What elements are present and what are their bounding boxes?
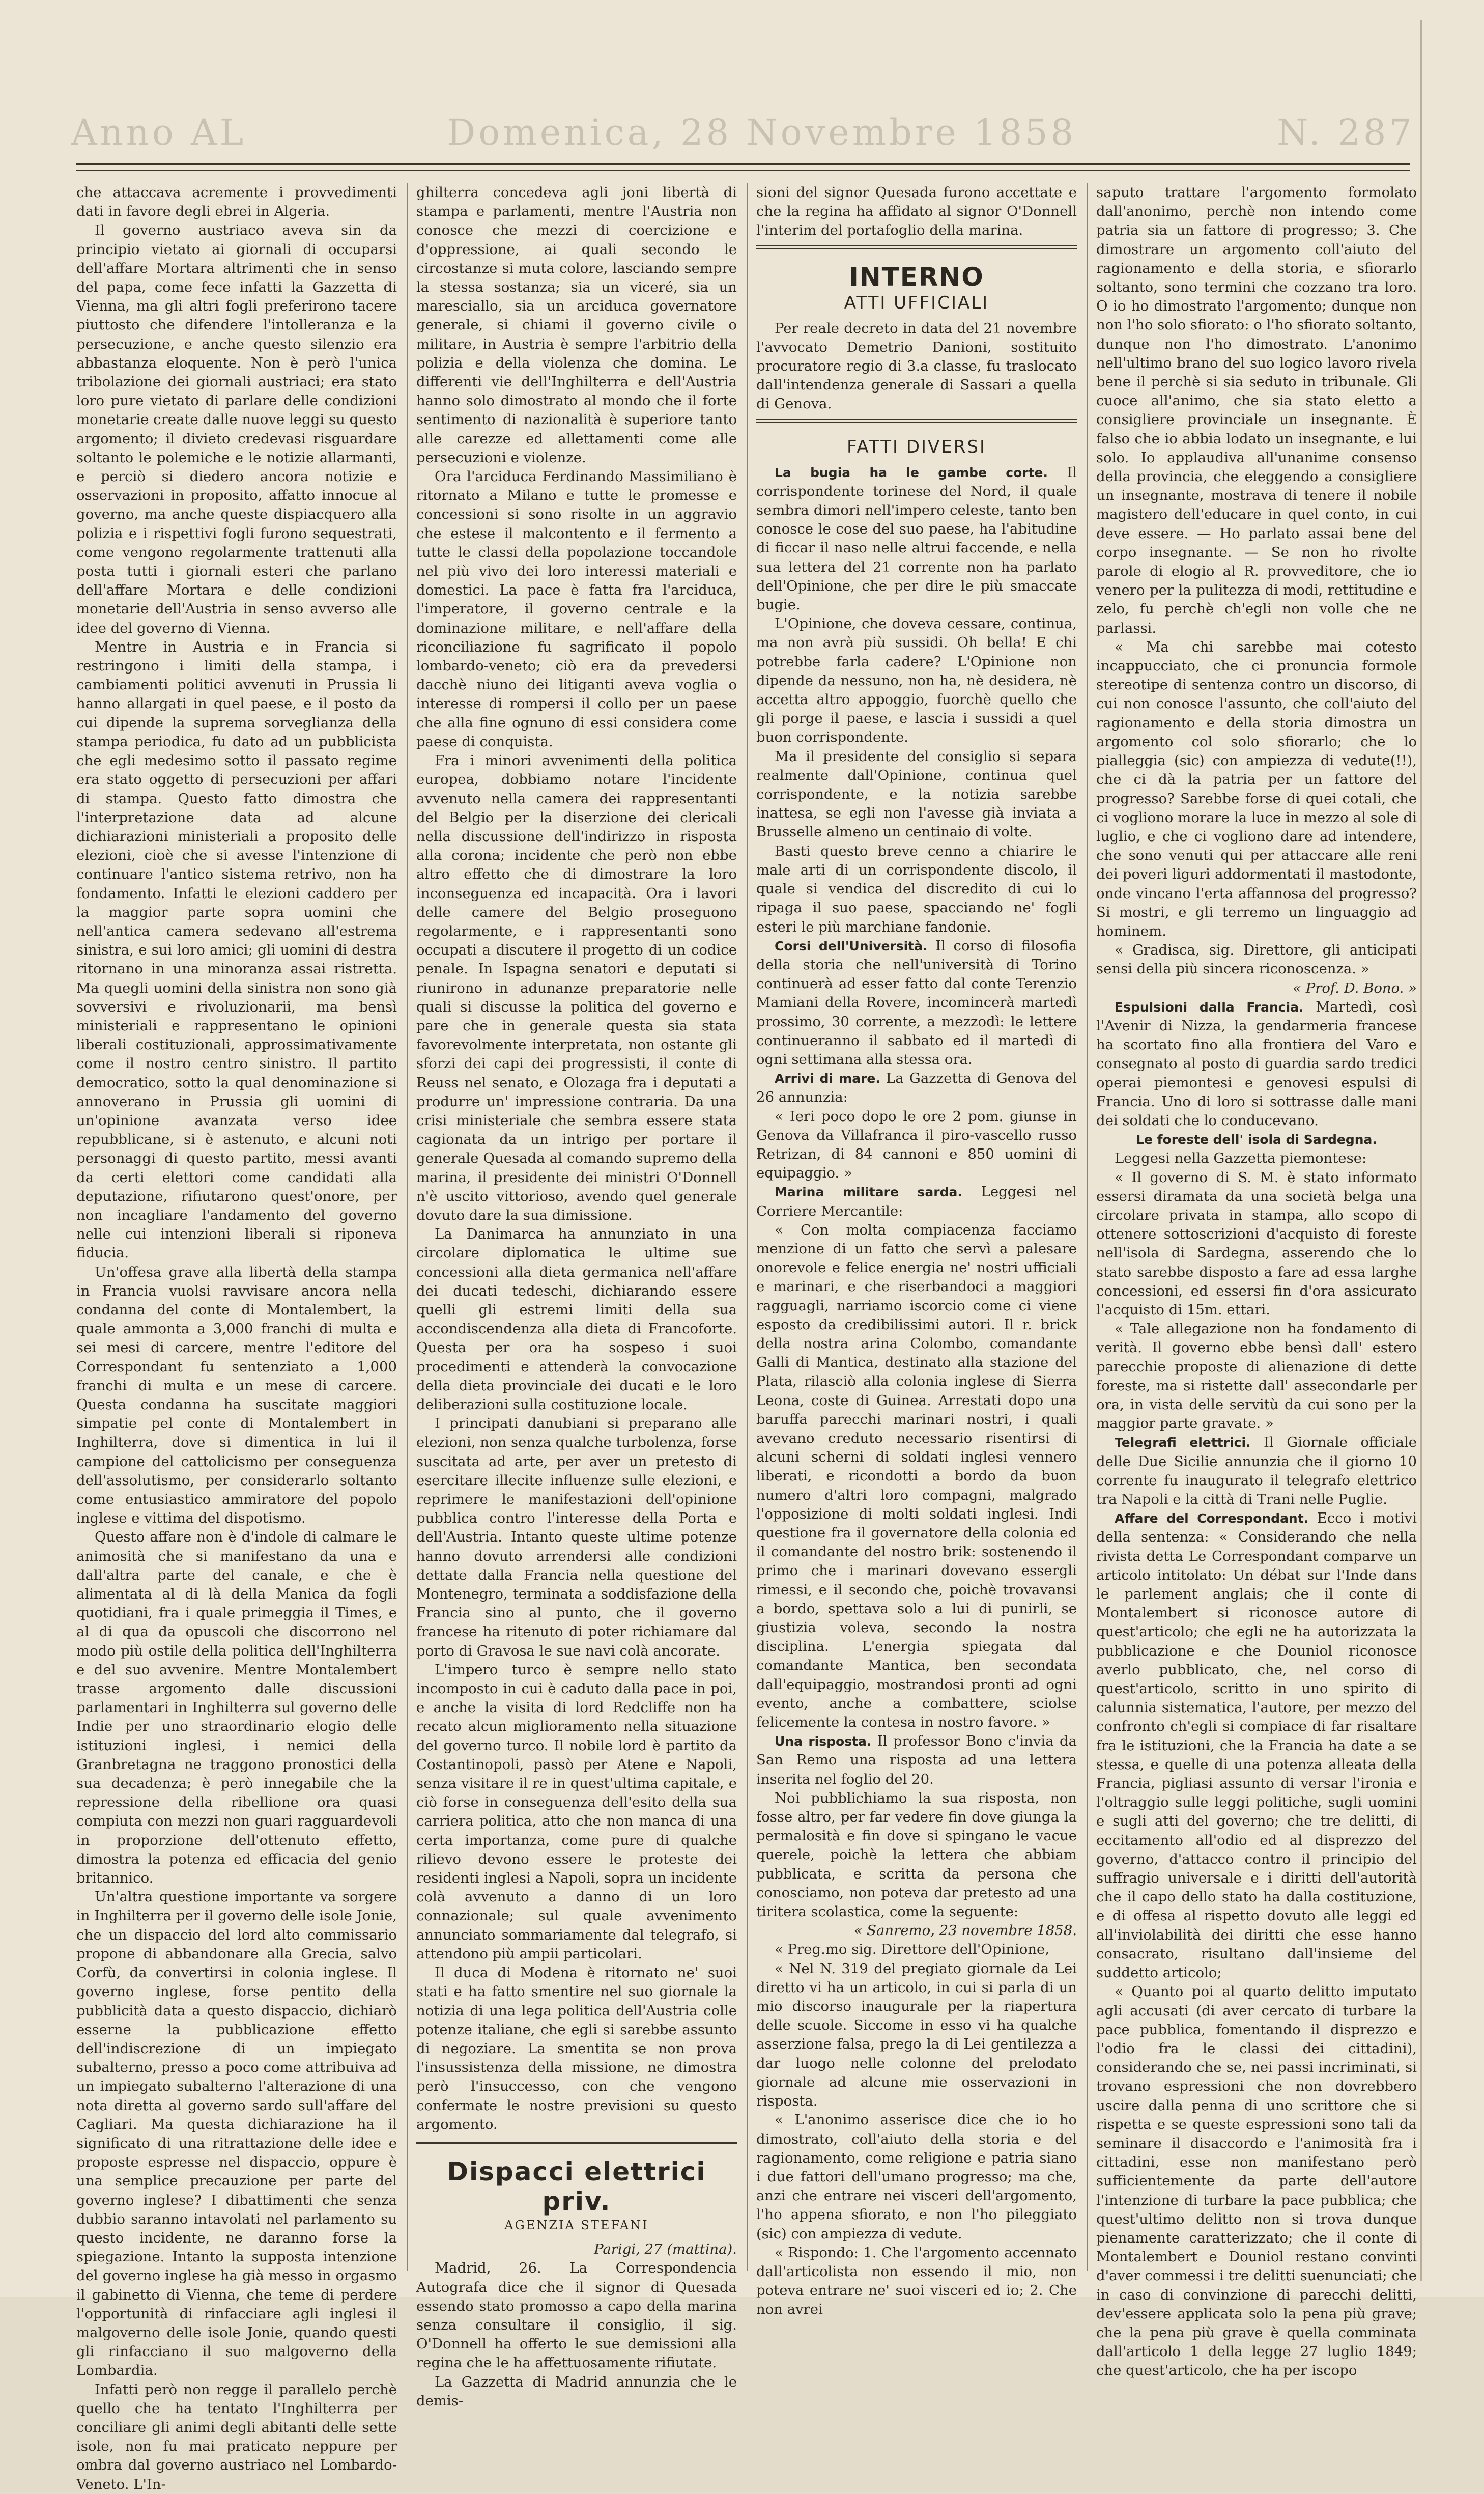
paragraph: che attaccava acremente i provvedimenti dati in favore degli ebrei in Algeria.: [76, 184, 397, 220]
paragraph: Madrid, 26. La Correspondencia Autografa dice che il signor di Quesada essendo stato promosso a capo della marina senza consultare il consiglio, il sig. O'Donnell ha offerto le sue demissioni alla regina che le ha affettuosamente rifiutate.: [416, 2260, 737, 2371]
item-text: Il corso di filosofia della storia che nell'università di Torino continuerà ad esser fatto dal conte Terenzio Mamiani della Rovere, incomincerà martedì prossimo, 30 corrente, a mezzodì: le lettere continueranno il sabbato ed il martedì di ogni settimana alla stessa ora.: [756, 937, 1077, 1068]
column-separator: [407, 183, 408, 2271]
item-heading: Le foreste dell' isola di Sardegna.: [1136, 1132, 1377, 1147]
section-heading-interno: [756, 262, 1077, 314]
dispatch-agency: AGENZIA STEFANI: [504, 2218, 649, 2232]
column-2: [416, 183, 737, 2409]
paragraph: sioni del signor Quesada furono accettate e che la regina ha affidato al signor O'Donnell l'interim del portafoglio della marina.: [756, 184, 1077, 239]
column-3: [756, 183, 1077, 2318]
paragraph: La Gazzetta di Madrid annunzia che le demis-: [416, 2373, 737, 2409]
paragraph: Mentre in Austria e in Francia si restringono i limiti della stampa, i cambiamenti politici avvenuti in Prussia li hanno allargati in quel paese, e il posto da cui dipende la suprema sorveglianza della stampa periodica, fu dato ad un pubblicista che egli medesimo sotto il passato regime era stato oggetto di persecuzioni per affari di stampa. Questo fatto dimostra che l'interpretazione data ad alcune dichiarazioni ministeriali a proposito delle elezioni, cioè che si avesse l'intenzione di continuare l'antico sistema retrivo, non ha fondamento. Infatti le elezioni caddero per la maggior parte sopra uomini che nell'antica camera sedevano all'estrema sinistra, e sui loro amici; gli uomini di destra ritornano in una minoranza assai ristretta. Ma quegli uomini della sinistra non sono già sovversivi e rivoluzionarii, ma bensì ministeriali e rappresentano le opinioni liberali costituzionali, approssimativamente come il nostro centro sinistro. Il partito democratico, sotto la qual denominazione si annoverano in Prussia gli uomini di un'opinione avanzata verso idee repubblicane, si è astenuto, e alcuni noti personaggi di questo partito, messi avanti da certi elettori come candidati alla deputazione, rifiutarono quest'onore, per non incagliare l'andamento del governo nelle cui intenzioni liberali si riponeva fiducia.: [76, 638, 397, 1262]
paragraph: Fra i minori avvenimenti della politica europea, dobbiamo notare l'incidente avvenuto nella camera dei rappresentanti del Belgio per la diserzione dei clericali nella discussione dell'indirizzo in risposta alla corona; incidente che però non ebbe altro effetto che di dimostrare la loro inconseguenza ed incapacità. Ora i lavori delle camere del Belgio proseguono regolarmente, e i rappresentanti sono occupati a discutere il progetto di un codice penale. In Ispagna senatori e deputati si riunirono in adunanze preparatorie nelle quali si discusse la politica del governo e pare che in generale questa sia stata favorevolmente interpretata, non ostante gli sforzi dei capi dei progressisti, il conte di Reuss nel senato, e Olozaga fra i deputati a produrre un' impressione contraria. Da una crisi ministeriale che sembra essere stata cagionata da un intrigo per portare il generale Quesada al comando supremo della marina, il presidente dei ministri O'Donnell n'è uscito vittorioso, avendo quel generale dovuto dare la sua dimissione.: [416, 752, 737, 1223]
item-heading: Una risposta.: [775, 1734, 872, 1749]
page-edge-rule: [1420, 20, 1422, 2281]
paragraph: « Nel N. 319 del pregiato giornale da Lei diretto vi ha un articolo, in cui si parla di un mio discorso inaugurale per la riapertura delle scuole. Siccome in esso vi ha qualche asserzione falsa, prego la di Lei gentilezza a dar luogo nelle colonne del prelodato giornale ad alcune mie osservazioni in risposta.: [756, 1960, 1077, 2110]
paragraph: Ora l'arciduca Ferdinando Massimiliano è ritornato a Milano e tutte le promesse e concessioni si sono risolte in un aggravio che estese il malcontento e il fermento a tutte le classi della popolazione toccandole nel più vivo dei loro interessi materiali e domestici. La pace è fatta fra l'arciduca, l'imperatore, il governo centrale e la dominazione militare, e nell'affare della riconciliazione fu sagrificato il popolo lombardo-veneto; ciò era da prevedersi dacchè niuno dei litiganti aveva voglia o interesse di rompersi il collo per un paese che alla fine ognuno di essi considera come paese di conquista.: [416, 468, 737, 750]
paragraph: « Rispondo: 1. Che l'argomento accennato dall'articolista non essendo il mio, non poteva entrare ne' suoi visceri ed io; 2. Che non avrei: [756, 2244, 1077, 2318]
column-separator: [1087, 183, 1088, 2271]
item-text: Leggesi nel Corriere Mercantile:: [756, 1184, 1077, 1219]
paragraph: « Quanto poi al quarto delitto imputato agli accusati (di aver cercato di turbare la pace pubblica, fomentando il disprezzo e l'odio fra le classi dei cittadini), considerando che se, nei passi incriminati, si trovano espressioni che non dovrebbero uscire dalla penna di uno scrittore che si rispetta e se queste espressioni sono tali da seminare il disaccordo e l'animosità fra i cittadini, esse non manifestano però sufficientemente da parte dell'autore l'intenzione di turbare la pace pubblica; che quest'ultimo delitto non si trova dunque pienamente caratterizzato; che il conte di Montalembert e Douniol restano convinti d'aver commessi i tre delitti suenunciati; che in caso di convinzione di parecchi delitti, dev'essere applicata solo la pena più grave; che la pena più grave è quella comminata dall'articolo 1 della legge 27 luglio 1849; che quest'articolo, che ha per iscopo: [1096, 1983, 1417, 2379]
paragraph: Leggesi nella Gazzetta piemontese:: [1115, 1150, 1367, 1167]
paragraph: La Danimarca ha annunziato in una circolare diplomatica le ultime sue concessioni alla dieta germanica nell'affare dei ducati tedeschi, dichiarando essere quelli gli estremi limiti della sua accondiscendenza alla dieta di Francoforte. Questa per ora ha sospeso i suoi procedimenti e attenderà la convocazione della dieta provinciale dei ducati e le loro deliberazioni sulla costituzione locale.: [416, 1226, 737, 1413]
paragraph: Un'altra questione importante va sorgere in Inghilterra per il governo delle isole Jonie, che un dispaccio del lord alto commissario propone di abbandonare alla Grecia, salvo Corfù, da convertirsi in colonia inglese. Il governo inglese, forse pentito della pubblicità data a questo dispaccio, dichiarò esserne la pubblicazione effetto dell'indiscrezione di un impiegato subalterno, presso a poco come attribuiva ad un impiegato subalterno l'alterazione di una nota diretta al governo sardo sull'affare del Cagliari. Ma questa dichiarazione ha il significato di una ritrattazione delle idee e proposte espresse nel dispaccio, oppure è una semplice precauzione per parte del governo inglese? I dibattimenti che senza dubbio saranno intavolati nel parlamento su questo incidente, ne daranno forse la spiegazione. Intanto la supposta intenzione del governo inglese ha già messo in orgasmo il gabinetto di Vienna, che teme di perdere l'opportunità di rinfacciare agli inglesi il malgoverno delle isole Jonie, quando questi gli rinfacciano il suo malgoverno della Lombardia.: [76, 1889, 397, 2379]
paragraph: ghilterra concedeva agli joni libertà di stampa e parlamenti, mentre l'Austria non conosce che mezzi di coercizione e d'oppressione, ai quali secondo le circostanze si muta colore, lasciando sempre la stessa sostanza; sia un viceré, sia un maresciallo, sia un arciduca governatore generale, si chiami il governo civile o militare, in Austria è sempre l'arbitrio della polizia e della violenza che domina. Le differenti vie dell'Inghilterra e dell'Austria hanno solo dimostrato al mondo che il forte sentimento di nazionalità è superiore tanto alle carezze ed allettamenti come alle persecuzioni e violenze.: [416, 184, 737, 466]
item-heading: La bugia ha le gambe corte.: [775, 465, 1048, 480]
header-rule: [76, 163, 1410, 171]
item-text: Il corrispondente torinese del Nord, il quale sembra dimori nell'impero celeste, tanto ben conosce le cose del suo paese, ha l'abitudine di ficcar il naso nelle altrui faccende, e nella sua lettera del 21 corrente non ha parlato dell'Opinione, che per dire le più smaccate bugie.: [756, 464, 1077, 613]
column-4: [1096, 183, 1417, 2379]
section-title: INTERNO: [849, 262, 984, 292]
dateline: « Sanremo, 23 novembre 1858.: [853, 1922, 1077, 1939]
signature: « Prof. D. Bono. »: [1293, 979, 1417, 996]
item-text: Il professor Bono c'invia da San Remo una risposta ad una lettera inserita nel foglio del 20.: [756, 1733, 1077, 1787]
paragraph: « Gradisca, sig. Direttore, gli anticipati sensi della più sincera riconoscenza. »: [1096, 942, 1417, 977]
item-text: Il Giornale officiale delle Due Sicilie annunzia che il giorno 10 corrente fu inaugurato il telegrafo elettrico tra Napoli e la città di Trani nelle Puglie.: [1096, 1434, 1417, 1508]
item-heading: Affare del Correspondant.: [1115, 1511, 1309, 1526]
paragraph: « Preg.mo sig. Direttore dell'Opinione,: [775, 1941, 1050, 1958]
paragraph: Il duca di Modena è ritornato ne' suoi stati e ha fatto smentire nel suo giornale la notizia di una lega politica dell'Austria colle potenze italiane, che egli si sarebbe assunto di negoziare. La smentita se non prova l'insussistenza della missione, ne dimostra però l'insuccesso, con che vengono confermate le nostre previsioni su questo argomento.: [416, 1965, 737, 2133]
paragraph: Noi pubblichiamo la sua risposta, non fosse altro, per far vedere fin dove giunga la permalosità e fin dove si spingano le vacue querele, poichè la lettera che abbiam pubblicata, e scritta da persona che conosciamo, non poteva dar pretesto ad una tiritera scolastica, come la seguente:: [756, 1789, 1077, 1920]
paragraph: « Ieri poco dopo le ore 2 pom. giunse in Genova da Villafranca il piro-vascello russo Retrizan, di 84 cannoni e 850 uomini di equipaggio. »: [756, 1108, 1077, 1182]
paragraph: Un'offesa grave alla libertà della stampa in Francia vuolsi ravvisare ancora nella condanna del conte di Montalembert, la quale ammonta a 3,000 franchi di multa e sei mesi di carcere, mentre l'editore del Correspondant fu sentenziato a 1,000 franchi di multa e un mese di carcere. Questa condanna ha suscitate maggiori simpatie pel conte di Montalembert in Inghilterra, dove si dimentica in lui il campione del cattolicismo per conseguenza dell'assolutismo, per considerarlo soltanto come entusiastico ammiratore del popolo inglese e vittima del dispotismo.: [76, 1264, 397, 1527]
masthead: [71, 109, 1415, 155]
item-heading: Telegrafi elettrici.: [1115, 1435, 1251, 1450]
paragraph: Ma il presidente del consiglio si separa realmente dall'Opinione, continua quel corrispondente, e la notizia sarebbe inattesa, se egli non l'avesse già inviata a Brusselle almeno un centinaio di volte.: [756, 748, 1077, 840]
paragraph: saputo trattare l'argomento formolato dall'anonimo, perchè non intendo come patria sia un fattore di progresso; 3. Che dimostrare un argomento coll'aiuto del ragionamento e della storia, e sfiorarlo soltanto, sono termini che cozzano tra loro. O io ho dimostrato l'argomento; dunque non non l'ho solo sfiorato: o l'ho sfiorato soltanto, dunque non l'ho dimostrato. L'anonimo nell'ultimo brano del suo logico lavoro rivela bene il perchè si sia seduto in tribunale. Gli cuoce all'animo, che sia stato eletto a consigliere provinciale un insegnante. È falso che io abbia lodato un insegnante, e lui solo. Io applaudiva all'unanime consenso della provincia, che eleggendo a consigliere un insegnante, mostrava di tenere il nobile magistero dell'educare in quel conto, in cui deve essere. — Ho parlato assai bene del corpo insegnante. — Se non ho rivolte parole di elogio al R. provveditore, che io venero per la pulitezza di modi, rettitudine e zelo, fu perchè ch'egli non volle che ne parlassi.: [1096, 184, 1417, 636]
paragraph: L'impero turco è sempre nello stato incomposto in cui è caduto dalla pace in poi, e anche la visita di lord Redcliffe non ha recato alcun miglioramento nella situazione del governo turco. Il nobile lord è partito da Costantinopoli, passò per Atene e Napoli, senza visitare il re in quest'ultima capitale, e ciò forse in conseguenza dell'esito della sua carriera politica, atto che non manca di una certa importanza, come pure di qualche rilievo devono essere le proteste dei residenti inglesi a Napoli, sopra un incidente colà avvenuto a danno di un loro connazionale; sul quale avvenimento annunciato sommariamente dal telegrafo, si attendono più ampii particolari.: [416, 1661, 737, 1962]
section-title: FATTI DIVERSI: [846, 436, 986, 457]
section-rule: [756, 419, 1077, 423]
dateline: Parigi, 27 (mattina).: [594, 2241, 737, 2258]
paragraph: Basti questo breve cenno a chiarire le male arti di un corrispondente discolo, il quale si vendica del discredito di cui lo ripaga il suo paese, spacciando ne' fogli esteri le più marchiane fandonie.: [756, 843, 1077, 935]
masthead-year: Anno AL: [71, 111, 247, 153]
paragraph: Infatti però non regge il parallelo perchè quello che ha tentato l'Inghilterra per conciliare gli animi degli abitanti delle sette isole, non fu mai praticato neppure per ombra dal governo austriaco nel Lombardo-Veneto. L'In-: [76, 2381, 397, 2492]
masthead-date: Domenica, 28 Novembre 1858: [447, 111, 1077, 153]
item-heading: Marina militare sarda.: [775, 1185, 962, 1200]
dispatch-heading: [416, 2157, 737, 2235]
section-rule: [416, 2142, 737, 2144]
item-heading: Arrivi di mare.: [775, 1071, 880, 1086]
column-separator: [747, 183, 748, 2271]
paragraph: « Il governo di S. M. è stato informato essersi diramata da una società belga una circolare privata in stampa, allo scopo di ottenere sottoscrizioni d'acquisto di foreste nell'isola di Sardegna, asserendo che lo stato sarebbe disposto a fare ad essa larghe concessioni, ed essersi fin d'ora assicurato l'acquisto di 15m. ettari.: [1096, 1169, 1417, 1318]
column-1: [76, 183, 397, 2492]
section-rule: [756, 245, 1077, 249]
paragraph: « Tale allegazione non ha fondamento di verità. Il governo ebbe bensì dall' estero parecchie proposte di alienazione di dette foreste, ma si ristette dall' assecondarle per ora, in vista delle servitù da cui sono per la maggior parte gravate. »: [1096, 1321, 1417, 1432]
paragraph: Il governo austriaco aveva sin da principio vietato ai giornali di occuparsi dell'affare Mortara altrimenti che in senso del papa, come fece infatti la Gazzetta di Vienna, ma gli altri fogli preferirono tacere piuttosto che difendere l'intolleranza e la persecuzione, e anche questo silenzio era abbastanza eloquente. Non è però l'unica tribolazione dei giornali austriaci; era stato loro pure vietato di parlare delle condizioni monetarie create dalle nuove leggi su questo argomento; il divieto credevasi risguardare soltanto le polemiche e le notizie allarmanti, e perciò si diedero ancora notizie e osservazioni in proposito, affatto innocue al governo, ma anche queste dispiacquero alla polizia e i rispettivi fogli furono sequestrati, come vengono regolarmente trattenuti alla posta tutti i giornali esteri che parlano dell'affare Mortara e delle condizioni monetarie dell'Austria in senso avverso alle idee del governo di Vienna.: [76, 222, 397, 636]
item-text: Martedì, così l'Avenir di Nizza, la gendarmeria francese ha scortato fino alla frontiera del Varo e consegnato al posto di guardia sardo tredici operai piemontesi e genovesi espulsi di Francia. Uno di loro si sottrasse dalle mani dei soldati che lo conducevano.: [1096, 998, 1417, 1129]
paragraph: « L'anonimo asserisce dice che io ho dimostrato, coll'aiuto della storia e del ragionamento, come religione e patria siano i due fattori dell'umano progresso; ma che, anzi che entrare nei visceri dell'argomento, l'ho appena sfiorato, e non l'ho pileggiato (sic) con ampiezza di vedute.: [756, 2112, 1077, 2242]
paragraph: « Con molta compiacenza facciamo menzione di un fatto che servì a palesare onorevole e felice energia ne' nostri ufficiali e marinari, e che riserbandoci a maggiori ragguagli, narriamo iscorcio come ci viene esposto da credibilissimi autori. Il r. brick della nostra arina Colombo, comandante Galli di Mantica, destinato alla stazione del Plata, rilasciò alla colonia inglese di Sierra Leona, coste di Guinea. Arrestati dopo una baruffa parecchi marinari nostri, i quali avevano creduto necessario risentirsi di alcuni scherni di soldati inglesi vennero liberati, e ricondotti a bordo da buon numero d'altri loro compagni, malgrado l'opposizione di molti soldati inglesi. Indi questione fra il governatore della colonia ed il comandante del nostro brik: sostenendo il primo che i marinari dovevano essergli rimessi, e il secondo che, poichè trovavansi a bordo, spettava solo a lui di punirli, se giustizia voleva, secondo la nostra disciplina. L'energia spiegata dal comandante Mantica, ben secondata dall'equipaggio, mostrandosi pronti ad ogni evento, anche a combattere, sciolse felicemente la contesa in nostro favore. »: [756, 1221, 1077, 1731]
item-heading: Espulsioni dalla Francia.: [1115, 999, 1304, 1015]
paragraph: Questo affare non è d'indole di calmare le animosità che si manifestano da una e dall'altra parte del canale, e che è alimentata al di là della Manica da fogli quotidiani, fra i quale primeggia il Times, e al di qua da opuscoli che discorrono nel modo più ostile della politica dell'Inghilterra e del suo avvenire. Mentre Montalembert trasse argomento dalle discussioni parlamentari in Inghilterra sul governo delle Indie per uno straordinario elogio delle istituzioni inglesi, i nemici della Granbretagna ne traggono pronostici della sua decadenza; è però innegabile che la repressione della ribellione ora quasi compiuta con mezzi non guari ragguardevoli in proporzione dell'ottenuto effetto, dimostra la potenza ed efficacia del genio britannico.: [76, 1529, 397, 1887]
section-heading-fatti: [756, 436, 1077, 458]
paragraph: « Ma chi sarebbe mai cotesto incappucciato, che ci pronuncia formole stereotipe di sentenza contro un discorso, di cui non conosce l'assunto, che coll'aiuto del ragionamento e della storia dimostra un argomento col solo sfiorarlo; che lo pialleggia (sic) con ampiezza di vedute(!!), che ci dà la patria per un fattore del progresso? Sarebbe forse di quei cotali, che ci vogliono morare la luce in mezzo al sole di luglio, e che ci vogliono dare ad intendere, che sono venuti qui per attaccare alle reni dei poveri liguri addormentati il mastodonte, onde vincano l'erta affannosa del progresso? Si mostri, e gli terremo un linguaggio ad hominem.: [1096, 638, 1417, 939]
item-text: Ecco i motivi della sentenza: « Considerando che nella rivista detta Le Correspondant comparve un articolo intitolato: Un débat sur l'Inde dans le parlement anglais; che il conte di Montalembert si riconosce autore di quest'articolo; che egli ne ha autorizzata la pubblicazione e che Douniol riconosce averlo pubblicato, che, nel corso di quest'articolo, scritto in uno spirito di calunnia sistematica, l'autore, per mezzo del confronto ch'egli si compiace di far risaltare fra le istituzioni, che la Francia ha date a se stessa, e quelle di una potenza alleata della Francia, pigliasi assunto di versar l'ironia e l'oltraggio sulle leggi politiche, sugli uomini e sugli atti del governo; che tre delitti, di eccitamento all'odio ed al disprezzo del governo, d'attacco contro il principio del suffragio universale e i diritti dell'autorità che il capo dello stato ha dalla costituzione, e di offesa al rispetto dovuto alle leggi ed all'inviolabilità dei diritti che esse hanno consacrato, risultano dall'insieme del suddetto articolo;: [1096, 1510, 1417, 1981]
paragraph: L'Opinione, che doveva cessare, continua, ma non avrà più sussidi. Oh bella! E chi potrebbe farla cadere? L'Opinione non dipende da nessuno, non ha, nè desidera, nè accetta altro appoggio, fuorchè quello che gli porge il paese, e lascia i sussidi a quel buon corrispondente.: [756, 615, 1077, 746]
masthead-number: N. 287: [1277, 111, 1415, 153]
section-subtitle: ATTI UFFICIALI: [844, 292, 989, 313]
item-text: La Gazzetta di Genova del 26 annunzia:: [756, 1070, 1077, 1106]
paragraph: Per reale decreto in data del 21 novembre l'avvocato Demetrio Danioni, sostituito procuratore regio di 3.a classe, fu traslocato dall'intendenza generale di Sassari a quella di Genova.: [756, 320, 1077, 412]
item-heading: Corsi dell'Università.: [775, 938, 928, 954]
dispatch-title: Dispacci elettrici priv.: [447, 2156, 706, 2216]
paragraph: I principati danubiani si preparano alle elezioni, non senza qualche turbolenza, forse suscitata ad arte, per aver un pretesto di esercitare illecite influenze sulle elezioni, e reprimere le manifestazioni dell'opinione pubblica contro l'interesse della Porta e dell'Austria. Intanto queste ultime potenze hanno dovuto arrendersi alle condizioni dettate dalla Francia nella questione del Montenegro, terminata a soddisfazione della Francia sino al punto, che il governo francese ha ritenuto di poter richiamare dal porto di Gravosa le sue navi colà ancorate.: [416, 1415, 737, 1659]
